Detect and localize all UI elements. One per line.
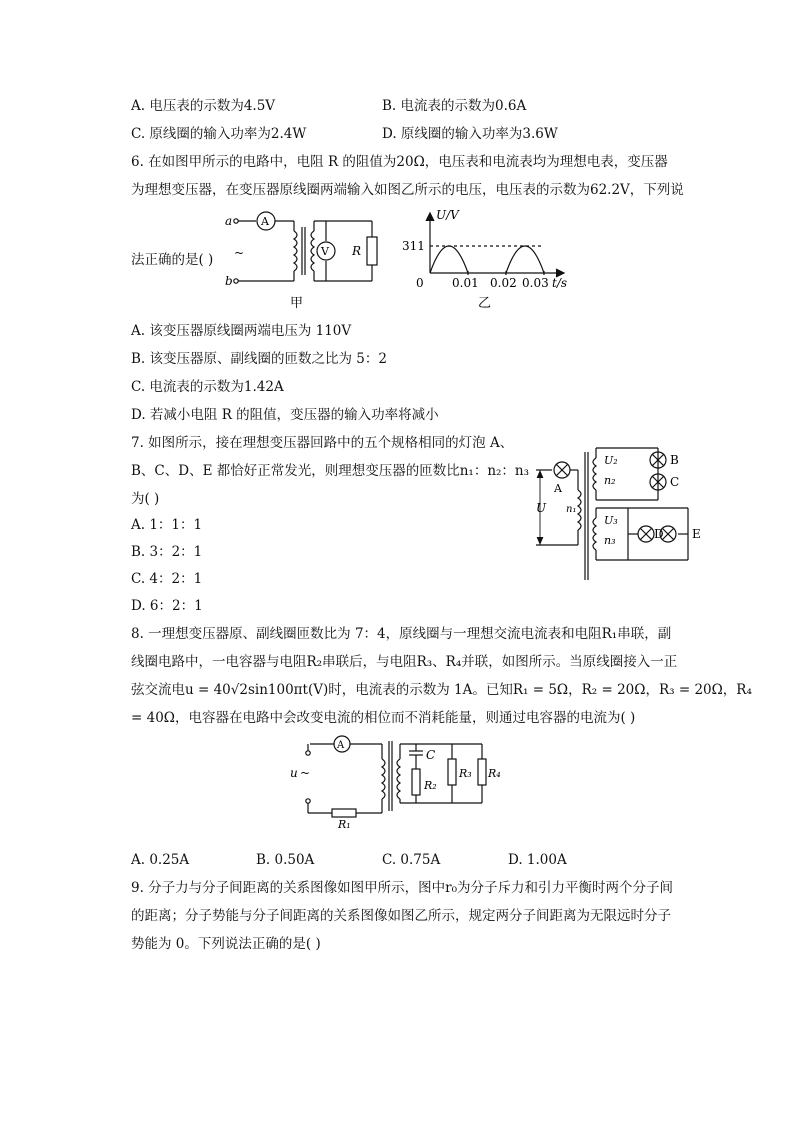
q7-option-a[interactable]: A. 1：1：1 bbox=[131, 517, 203, 533]
q8-option-d[interactable]: D. 1.00A bbox=[508, 852, 567, 868]
q6-ammeter-label: A bbox=[261, 215, 269, 228]
q7-option-c[interactable]: C. 4：2：1 bbox=[131, 571, 203, 587]
q8-r1-label: R₁ bbox=[338, 818, 351, 828]
q5-option-a[interactable]: A. 电压表的示数为4.5V bbox=[131, 98, 276, 114]
q8-r4-label: R₄ bbox=[488, 767, 501, 780]
q6-x-axis-label: t/s bbox=[552, 276, 568, 290]
q8-u-label: u bbox=[290, 766, 298, 780]
q7-lamp-b-label: B bbox=[670, 453, 679, 467]
q6-option-c[interactable]: C. 电流表的示数为1.42A bbox=[131, 379, 284, 395]
q5-option-d[interactable]: D. 原线圈的输入功率为3.6W bbox=[382, 126, 558, 142]
q6-text-line1: 6. 在如图甲所示的电路中，电阻 R 的阻值为20Ω，电压表和电流表均为理想电表，变压器 bbox=[131, 154, 668, 170]
q8-text-line4: = 40Ω，电容器在电路中会改变电流的相位而不消耗能量，则通过电容器的电流为( ) bbox=[131, 710, 636, 726]
q6-option-d[interactable]: D. 若减小电阻 R 的阻值，变压器的输入功率将减小 bbox=[131, 407, 439, 423]
q7-option-b[interactable]: B. 3：2：1 bbox=[131, 544, 203, 560]
q8-option-a[interactable]: A. 0.25A bbox=[131, 852, 190, 868]
q9-text-line2: 的距离；分子势能与分子间距离的关系图像如图乙所示，规定两分子间距离为无限远时分子 bbox=[131, 908, 671, 924]
q6-ac-source-symbol: ~ bbox=[234, 246, 245, 260]
q6-text-line2: 为理想变压器，在变压器原线圈两端输入如图乙所示的电压，电压表的示数为62.2V，下列说 bbox=[131, 182, 684, 198]
q7-text-line2: B、C、D、E 都恰好正常发光，则理想变压器的匝数比n₁：n₂：n₃ bbox=[131, 463, 530, 479]
q6-x-tick-001: 0.01 bbox=[452, 276, 479, 290]
q6-x-tick-002: 0.02 bbox=[490, 276, 517, 290]
q6-resistor-label: R bbox=[352, 244, 362, 258]
q6-terminal-a: a bbox=[225, 214, 233, 228]
q5-option-b[interactable]: B. 电流表的示数为0.6A bbox=[382, 98, 527, 114]
q6-figure-jia bbox=[222, 205, 392, 313]
q7-n2-label: n₂ bbox=[604, 474, 616, 487]
q8-figure bbox=[286, 733, 506, 828]
q7-n3-label: n₃ bbox=[604, 534, 616, 547]
q7-u3-label: U₃ bbox=[604, 514, 618, 527]
q6-y-tick-311: 311 bbox=[402, 239, 425, 253]
q8-text-line3: 弦交流电u = 40√2sin100πt(V)时，电流表的示数为 1A。已知R₁ = 5Ω，R₂ = 20Ω，R₃ = 20Ω，R₄ bbox=[131, 682, 752, 698]
q7-lamp-a-label: A bbox=[554, 482, 562, 495]
q6-option-b[interactable]: B. 该变压器原、副线圈的匝数之比为 5：2 bbox=[131, 351, 387, 367]
q6-caption-yi: 乙 bbox=[478, 296, 492, 311]
q6-figure-yi bbox=[402, 205, 572, 313]
q8-text-line2: 线圈电路中，一电容器与电阻R₂串联后，与电阻R₃、R₄并联，如图所示。当原线圈接入一正 bbox=[131, 654, 678, 670]
q8-ac-symbol: ~ bbox=[300, 766, 311, 780]
q7-lamp-d-label: D bbox=[654, 527, 664, 541]
q7-n1-label: n₁ bbox=[566, 504, 577, 515]
q6-origin-label: 0 bbox=[416, 276, 424, 290]
q7-lamp-c-label: C bbox=[670, 475, 680, 489]
q8-ammeter-label: A bbox=[337, 740, 345, 751]
q7-figure bbox=[528, 440, 718, 585]
q8-option-b[interactable]: B. 0.50A bbox=[256, 852, 315, 868]
q7-text-line3: 为( ) bbox=[131, 491, 160, 507]
q6-x-tick-003: 0.03 bbox=[522, 276, 549, 290]
q6-y-axis-label: U/V bbox=[436, 208, 459, 222]
q8-r2-label: R₂ bbox=[424, 779, 437, 792]
q7-text-line1: 7. 如图所示，接在理想变压器回路中的五个规格相同的灯泡 A、 bbox=[131, 435, 514, 451]
q6-caption-jia: 甲 bbox=[290, 296, 304, 311]
q7-lamp-e-label: E bbox=[692, 527, 701, 541]
q8-r3-label: R₃ bbox=[459, 767, 472, 780]
q8-option-c[interactable]: C. 0.75A bbox=[382, 852, 441, 868]
q7-u-label: U bbox=[536, 501, 547, 515]
q9-text-line1: 9. 分子力与分子间距离的关系图像如图甲所示，图中r₀为分子斥力和引力平衡时两个分子间 bbox=[131, 880, 674, 896]
q6-option-a[interactable]: A. 该变压器原线圈两端电压为 110V bbox=[131, 323, 352, 339]
q6-text-line3: 法正确的是( ) bbox=[131, 252, 214, 268]
q8-capacitor-label: C bbox=[426, 748, 436, 762]
q5-option-c[interactable]: C. 原线圈的输入功率为2.4W bbox=[131, 126, 307, 142]
q8-text-line1: 8. 一理想变压器原、副线圈匝数比为 7：4，原线圈与一理想交流电流表和电阻R₁串联，副 bbox=[131, 626, 672, 642]
q7-option-d[interactable]: D. 6：2：1 bbox=[131, 598, 203, 614]
q6-voltmeter-label: V bbox=[321, 245, 329, 258]
q6-terminal-b: b bbox=[225, 274, 233, 288]
q9-text-line3: 势能为 0。下列说法正确的是( ) bbox=[131, 936, 321, 952]
q7-u2-label: U₂ bbox=[604, 454, 618, 467]
